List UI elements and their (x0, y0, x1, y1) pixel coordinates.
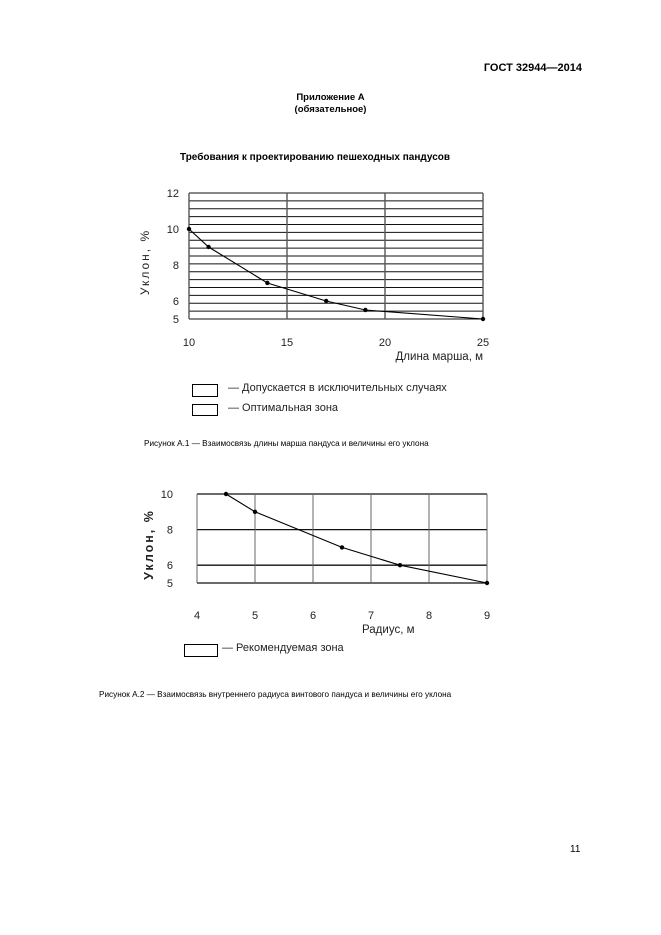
chart2-x-tick-label: 8 (425, 610, 433, 622)
chart1-data-point (324, 299, 328, 303)
chart1-data-point (265, 281, 269, 285)
annex-subtitle: (обязательное) (294, 104, 367, 115)
legend-label-exceptional: — Допускается в исключительных случаях (228, 382, 447, 394)
figure-1-legend (192, 382, 512, 418)
chart1-y-axis-label: Уклон, % (138, 228, 152, 296)
legend-swatch-recommended (184, 644, 218, 657)
legend-swatch-optimal (192, 404, 218, 416)
legend-label-optimal: — Оптимальная зона (228, 402, 339, 414)
document-code: ГОСТ 32944—2014 (483, 62, 582, 74)
chart2-x-tick-label: 4 (193, 610, 201, 622)
legend-label-recommended: — Рекомендуемая зона (222, 642, 344, 654)
chart2-y-tick-label: 10 (160, 489, 173, 501)
chart2-x-tick-label: 5 (251, 610, 259, 622)
chart2-x-tick-label: 7 (367, 610, 375, 622)
chart1-data-point (363, 308, 367, 312)
chart1-x-axis-label: Длина марша, м (395, 351, 483, 363)
chart2-data-point (340, 545, 344, 549)
chart1-x-tick-label: 15 (280, 337, 294, 349)
page-number: 11 (570, 844, 581, 855)
figure-2-legend (184, 642, 404, 658)
figure-2-caption: Рисунок А.2 — Взаимосвязь внутреннего радиуса винтового пандуса и величины его уклона (99, 690, 452, 699)
chart2-x-axis-label: Радиус, м (362, 624, 415, 636)
chart2-data-point (224, 492, 228, 496)
chart2-y-axis-label: Уклон, % (142, 509, 156, 580)
chart2-x-tick-label: 9 (483, 610, 491, 622)
chart1-y-tick-label: 8 (172, 260, 179, 272)
chart1-data-point (481, 317, 485, 321)
chart1-y-tick-label: 10 (166, 224, 179, 236)
chart2-series-line (226, 494, 487, 583)
chart2-y-tick-label: 5 (166, 578, 173, 590)
chart1-x-tick-label: 20 (378, 337, 392, 349)
annex-title: Приложение А (296, 92, 365, 103)
legend-swatch-exceptional (192, 384, 218, 397)
chart2-data-point (253, 510, 257, 514)
chart2-data-point (485, 581, 489, 585)
chart1-x-tick-label: 25 (476, 337, 490, 349)
chart1-series-line (189, 229, 483, 319)
chart1-data-point (206, 245, 210, 249)
figure-1-caption: Рисунок А.1 — Взаимосвязь длины марша пандуса и величины его уклона (144, 439, 429, 448)
chart1-x-tick-label: 10 (182, 337, 196, 349)
chart2-y-tick-label: 6 (166, 560, 173, 573)
chart1-data-point (187, 227, 191, 231)
chart2-x-tick-label: 6 (309, 610, 317, 622)
chart2-data-point (398, 563, 402, 567)
chart1-y-tick-label: 5 (172, 314, 179, 326)
section-title: Требования к проектированию пешеходных пандусов (179, 152, 451, 163)
chart2-y-tick-label: 8 (166, 524, 173, 537)
chart1-y-tick-label: 6 (172, 296, 179, 308)
chart1-y-tick-label: 12 (166, 188, 179, 200)
